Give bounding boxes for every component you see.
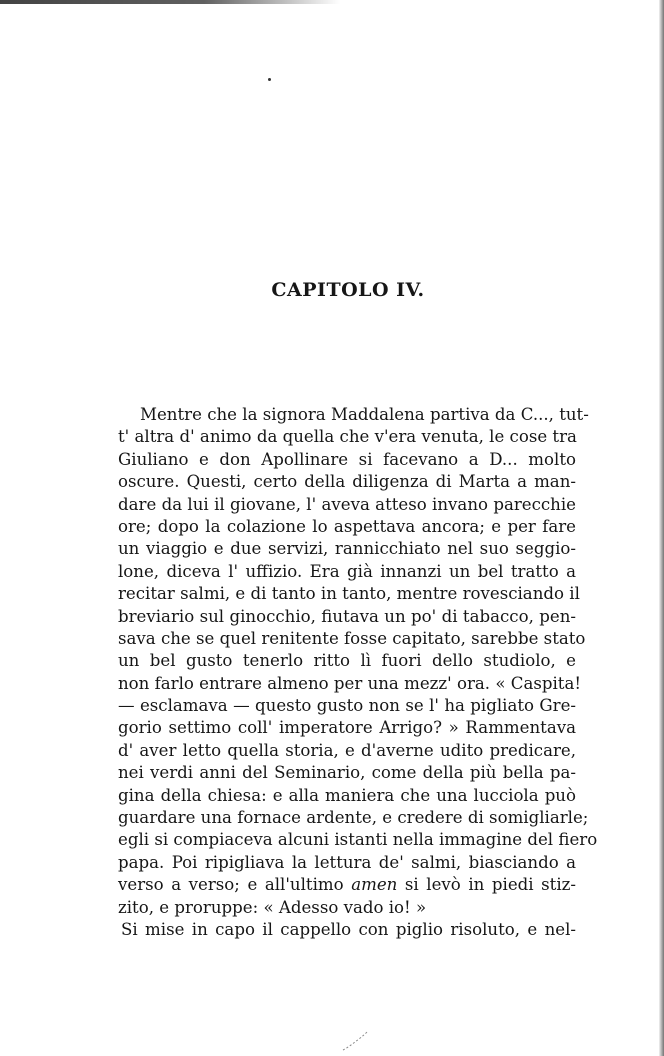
text-line: Mentre che la signora Maddalena partiva da C..., tut- bbox=[140, 405, 589, 424]
text-line: papa. Poi ripigliava la lettura de' salmi, biasciando a bbox=[118, 852, 576, 872]
text-line: gina della chiesa: e alla maniera che una lucciola può bbox=[118, 785, 576, 805]
text-line: lone, diceva l' uffizio. Era già innanzi un bel tratto a bbox=[118, 561, 576, 581]
text-line: egli si compiaceva alcuni istanti nella immagine del fiero bbox=[118, 830, 598, 850]
text-line-segment: verso a verso; e all'ultimo bbox=[118, 875, 344, 895]
text-line: non farlo entrare almeno per una mezz' ora. « Caspita! bbox=[118, 673, 582, 693]
text-line: un viaggio e due servizi, rannicchiato nel suo seggio- bbox=[118, 539, 576, 559]
text-line: gorio settimo coll' imperatore Arrigo? » Rammentava bbox=[118, 718, 576, 738]
emphasis-word: amen bbox=[351, 875, 398, 895]
text-line: — esclamava — questo gusto non se l' ha pigliato Gre- bbox=[118, 696, 576, 716]
scan-smudge-mark bbox=[341, 1030, 369, 1052]
text-line: guardare una fornace ardente, e credere di somigliarle; bbox=[118, 808, 589, 828]
text-line: un bel gusto tenerlo ritto lì fuori dello studiolo, e bbox=[118, 651, 576, 671]
text-line: dare da lui il giovane, l' aveva atteso invano parecchie bbox=[118, 494, 576, 514]
text-line: Si mise in capo il cappello con piglio risoluto, e nel- bbox=[121, 919, 576, 939]
text-line: zito, e proruppe: « Adesso vado io! » bbox=[118, 897, 427, 917]
text-line: recitar salmi, e di tanto in tanto, mentre rovesciando il bbox=[118, 584, 580, 604]
text-line: sava che se quel renitente fosse capitato, sarebbe stato bbox=[118, 628, 586, 648]
ink-speck bbox=[268, 78, 271, 81]
text-line: oscure. Questi, certo della diligenza di Marta a man- bbox=[118, 472, 576, 492]
text-line: breviario sul ginocchio, fiutava un po' di tabacco, pen- bbox=[118, 606, 576, 626]
text-line: ore; dopo la colazione lo aspettava ancora; e per fare bbox=[118, 516, 576, 536]
text-line-with-emphasis bbox=[118, 874, 576, 896]
text-line: nei verdi anni del Seminario, come della più bella pa- bbox=[118, 763, 576, 783]
chapter-title: CAPITOLO IV. bbox=[271, 279, 425, 301]
body-text bbox=[118, 404, 598, 941]
scan-top-edge bbox=[0, 0, 340, 4]
text-line: Giuliano e don Apollinare si facevano a D... molto bbox=[118, 449, 576, 469]
text-line: d' aver letto quella storia, e d'averne udito predicare, bbox=[118, 740, 576, 760]
scan-right-edge bbox=[659, 0, 664, 1056]
text-line-segment: si levò in piedi stiz- bbox=[404, 875, 577, 895]
text-line: t' altra d' animo da quella che v'era venuta, le cose tra bbox=[118, 427, 577, 447]
